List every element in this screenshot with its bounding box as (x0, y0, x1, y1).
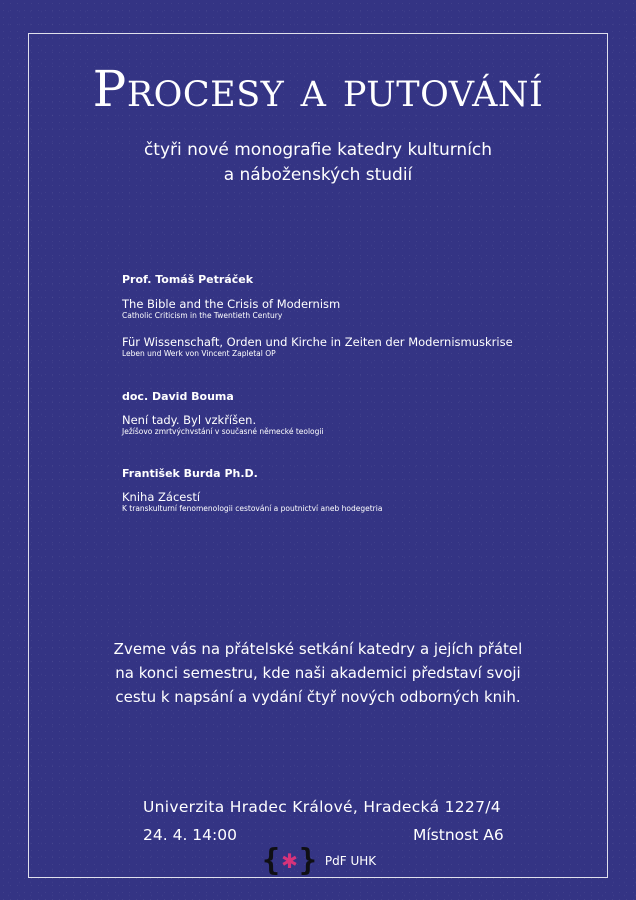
event-datetime: 24. 4. 14:00 (143, 826, 237, 844)
subtitle-line: čtyři nové monografie katedry kulturních (143, 140, 493, 160)
book-title: Für Wissenschaft, Orden und Kirche in Zeiten der Modernismuskrise (122, 335, 513, 349)
book-entry (122, 490, 382, 514)
book-title: Není tady. Byl vzkříšen. (122, 413, 257, 427)
book-subtitle: Leben und Werk von Vincent Zapletal OP (122, 349, 276, 358)
event-room: Místnost A6 (413, 826, 504, 844)
invitation-line: cestu k napsání a vydání čtyř nových odborných knih. (115, 688, 521, 706)
right-brace-icon: } (298, 843, 317, 878)
book-subtitle: K transkulturní fenomenologii cestování a poutnictví aneb hodegetria (122, 504, 383, 513)
author-name: doc. David Bouma (122, 390, 234, 403)
logo-text: PdF UHK (324, 854, 377, 868)
book-title: Kniha Zácestí (122, 490, 201, 504)
invitation-text (0, 637, 636, 709)
book-subtitle: Ježíšovo zmrtvýchvstání v současné německé teologii (122, 427, 324, 436)
book-entry (122, 335, 513, 359)
poster-subtitle (0, 138, 636, 188)
book-entry (122, 297, 340, 321)
book-title: The Bible and the Crisis of Modernism (122, 297, 341, 311)
author-name: František Burda Ph.D. (122, 467, 258, 480)
author-name: Prof. Tomáš Petráček (122, 273, 254, 286)
venue-address: Univerzita Hradec Králové, Hradecká 1227/4 (143, 798, 501, 816)
book-subtitle: Catholic Criticism in the Twentieth Century (122, 311, 283, 320)
faculty-logo (262, 843, 376, 879)
invitation-line: na konci semestru, kde naši akademici představí svoji (115, 664, 521, 682)
left-brace-icon: { (262, 843, 281, 878)
subtitle-line: a náboženských studií (223, 165, 413, 185)
asterisk-icon: ✱ (281, 849, 298, 873)
poster-title: Procesy a putování (92, 60, 544, 118)
book-entry (122, 413, 324, 437)
invitation-line: Zveme vás na přátelské setkání katedry a jejích přátel (113, 640, 523, 658)
